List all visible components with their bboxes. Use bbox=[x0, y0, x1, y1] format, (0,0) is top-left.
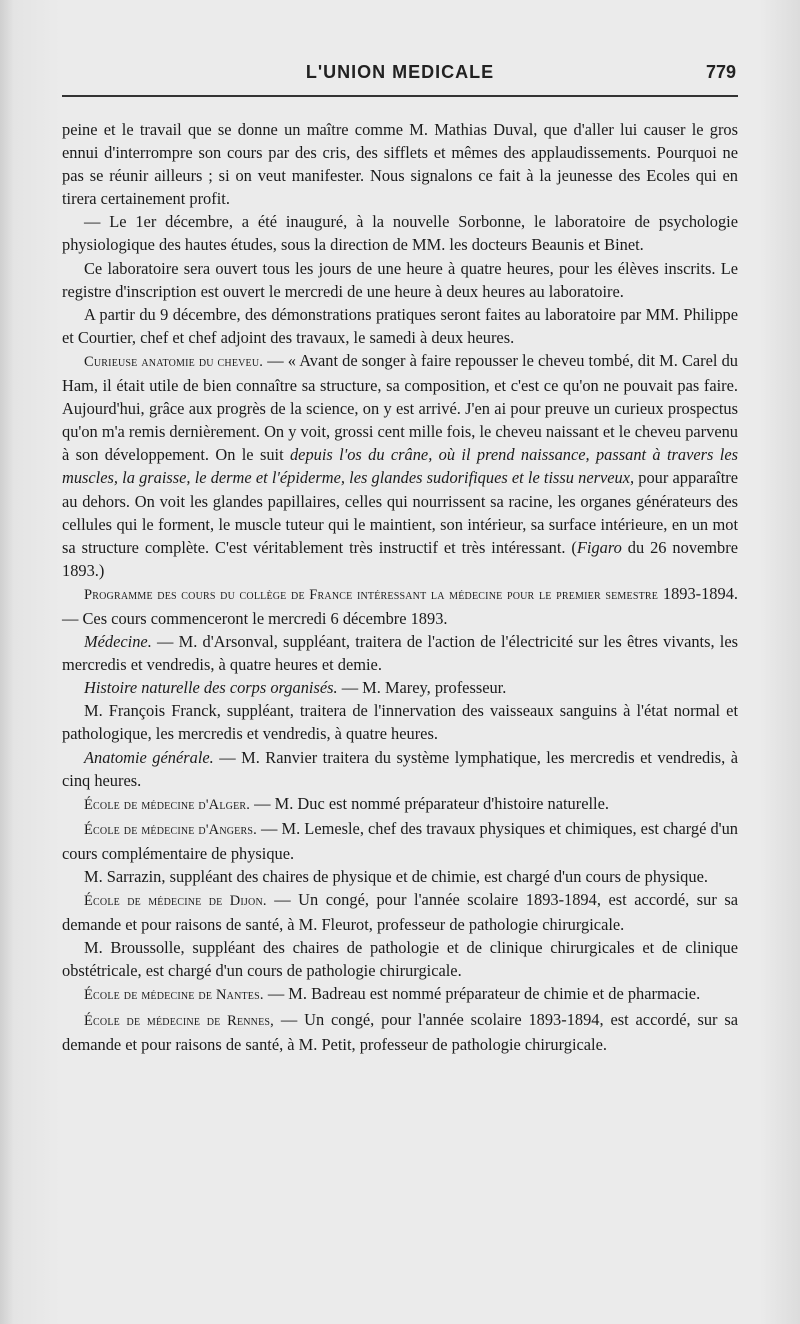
paragraph-text: du 26 novembre 1893.) bbox=[62, 537, 738, 580]
paragraph-alger bbox=[62, 792, 738, 817]
paragraph-text: — M. Duc est nommé préparateur d'histoire naturelle. bbox=[250, 793, 609, 813]
paragraph-text: — Le 1er décembre, a été inauguré, à la nouvelle Sorbonne, le laboratoire de psychologie physiologique des hautes études, sous la direction de MM. les docteurs Beaunis et Binet. bbox=[62, 212, 738, 255]
paragraph-anatomie-generale bbox=[62, 746, 738, 792]
paragraph-laboratory-hours bbox=[62, 257, 738, 303]
paragraph-text: Ce laboratoire sera ouvert tous les jours de une heure à quatre heures, pour les élèves inscrits. Le registre d'inscription est ouvert le mercredi de une heure à deux heures au laboratoire. bbox=[62, 258, 738, 301]
paragraph-text: — « Avant de songer à faire repousser le cheveu tombé, dit M. Carel du Ham, il était utile de bien connaître sa structure, sa composition, et c'est ce qu'on ne pouvait pas faire. Aujourd'hui, grâce aux progrès de la science, on y est arrivé. J'en ai pour preuve un curieux prospectus qu'on m'a remis dernièrement. On y voit, grossi cent mille fois, le cheveu naissant et le cheveu parvenu à son développement. On le suit bbox=[62, 350, 738, 465]
page-header bbox=[62, 62, 738, 102]
italic-quote: depuis l'os du crâne, où il prend naissance, passant à travers les muscles, la graisse, le derme et l'épiderme, les glandes sudorifiques et le tissu nerveux, bbox=[62, 445, 738, 488]
section-heading: École de médecine de Rennes, bbox=[84, 1012, 274, 1029]
course-heading: Histoire naturelle des corps organisés. bbox=[84, 678, 338, 698]
section-heading: Programme des cours du collège de France intéressant la médecine pour le premier semestre bbox=[84, 586, 659, 603]
paragraph-medecine bbox=[62, 630, 738, 676]
paragraph-text: A partir du 9 décembre, des démonstrations pratiques seront faites au laboratoire par MM. Philippe et Courtier, chef et chef adjoint des travaux, le samedi à deux heures. bbox=[62, 304, 738, 347]
paragraph-dijon bbox=[62, 888, 738, 936]
newspaper-name: Figaro bbox=[576, 537, 622, 557]
section-heading: Curieuse anatomie du cheveu. bbox=[84, 353, 264, 370]
article-body bbox=[62, 118, 738, 1056]
paragraph-laboratory-inauguration bbox=[62, 210, 738, 256]
section-heading: École de médecine de Nantes. bbox=[84, 987, 264, 1004]
page-number: 779 bbox=[705, 62, 736, 82]
paragraph-demonstrations bbox=[62, 303, 738, 349]
paragraph-franck bbox=[62, 699, 738, 745]
section-heading: École de médecine d'Alger. bbox=[84, 796, 251, 813]
course-heading: Anatomie générale. bbox=[84, 747, 214, 767]
paragraph-text: — Un congé, pour l'année scolaire 1893-1894, est accordé, sur sa demande et pour raisons de santé, à M. Fleurot, professeur de pathologie chirurgicale. bbox=[62, 890, 738, 935]
paragraph-text: peine et le travail que se donne un maître comme M. Mathias Duval, que d'aller lui causer le gros ennui d'interrompre son cours par des cris, des sifflets et mêmes des applaudissements. Pourquoi ne pas se réunir ailleurs ; si on veut manifester. Nous signalons ce fait à la jeunesse des Ecoles qui en tirera certainement profit. bbox=[62, 120, 738, 209]
paragraph-broussolle bbox=[62, 936, 738, 982]
header-rule bbox=[62, 95, 738, 97]
paragraph-text: — M. Marey, professeur. bbox=[337, 678, 507, 698]
paragraph-histoire-naturelle bbox=[62, 676, 738, 699]
paragraph-college-de-france bbox=[62, 582, 738, 630]
paragraph-text: — M. d'Arsonval, suppléant, traitera de l'action de l'électricité sur les êtres vivants, les mercredis et vendredis, à quatre heures et demie. bbox=[62, 632, 738, 675]
running-title: L'UNION MEDICALE bbox=[305, 62, 495, 82]
section-heading: École de médecine de Dijon. bbox=[84, 893, 267, 910]
paragraph-text: — M. Badreau est nommé préparateur de chimie et de pharmacie. bbox=[263, 984, 701, 1004]
paragraph-text: — M. Ranvier traitera du système lymphatique, les mercredis et vendredis, à cinq heures. bbox=[62, 747, 738, 790]
paragraph-text: — Un congé, pour l'année scolaire 1893-1894, est accordé, sur sa demande et pour raisons de santé, à M. Petit, professeur de pathologie chirurgicale. bbox=[62, 1009, 738, 1054]
paragraph-hair-anatomy bbox=[62, 349, 738, 582]
paragraph-duval bbox=[62, 118, 738, 210]
paragraph-rennes bbox=[62, 1008, 738, 1056]
paragraph-angers bbox=[62, 817, 738, 865]
paragraph-text: pour apparaître au dehors. On voit les glandes papillaires, celles qui nourrissent sa racine, les organes générateurs des cellules qui le forment, le muscle tuteur qui le maintient, son intérieur, sa surface intérieure, en un mot sa structure complète. C'est véritablement très instructif et très intéressant. ( bbox=[62, 468, 738, 557]
paragraph-nantes bbox=[62, 982, 738, 1007]
paragraph-text: 1893-1894. — Ces cours commenceront le mercredi 6 décembre 1893. bbox=[62, 583, 738, 628]
paragraph-text: M. Broussolle, suppléant des chaires de pathologie et de clinique chirurgicales et de clinique obstétricale, est chargé d'un cours de pathologie chirurgicale. bbox=[62, 938, 738, 981]
paragraph-text: M. François Franck, suppléant, traitera de l'innervation des vaisseaux sanguins à l'état normal et pathologique, les mercredis et vendredis, à quatre heures. bbox=[62, 701, 738, 744]
paragraph-sarrazin bbox=[62, 865, 738, 888]
paragraph-text: — M. Lemesle, chef des travaux physiques et chimiques, est chargé d'un cours complémentaire de physique. bbox=[62, 818, 738, 863]
paragraph-text: M. Sarrazin, suppléant des chaires de physique et de chimie, est chargé d'un cours de physique. bbox=[84, 867, 708, 886]
section-heading: École de médecine d'Angers. bbox=[84, 821, 257, 838]
course-heading: Médecine. bbox=[84, 632, 152, 652]
